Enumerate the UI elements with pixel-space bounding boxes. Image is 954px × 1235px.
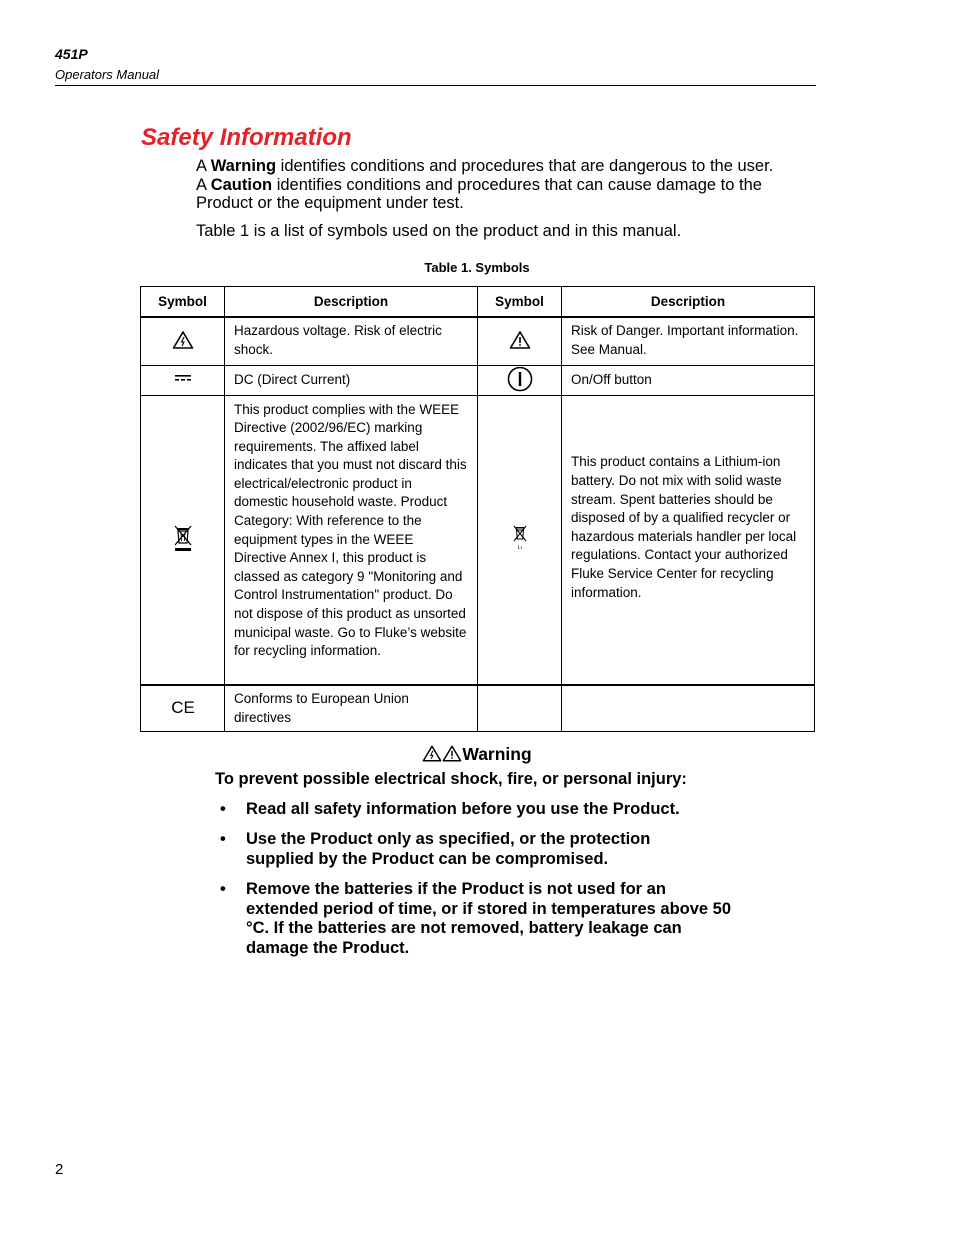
description-cell: Conforms to European Union directives [225, 685, 478, 732]
col-header-description-2: Description [562, 287, 815, 318]
warning-heading [0, 744, 954, 765]
intro-warning-word: Warning [210, 157, 277, 175]
on-off-button-icon [507, 366, 533, 392]
intro-a1: A [196, 157, 211, 175]
symbol-cell [478, 365, 562, 395]
risk-of-danger-icon [442, 744, 462, 763]
weee-icon [173, 524, 193, 552]
table-row [141, 685, 815, 732]
bullet-marker: • [220, 880, 226, 898]
symbol-cell [141, 365, 225, 395]
description-cell-empty [562, 685, 815, 732]
symbols-table [140, 286, 815, 732]
col-header-symbol-1: Symbol [141, 287, 225, 318]
table-reference-paragraph: Table 1 is a list of symbols used on the product and in this manual. [196, 222, 682, 240]
symbol-cell-empty [478, 685, 562, 732]
header-manual-title: Operators Manual [55, 67, 160, 82]
warning-item: Remove the batteries if the Product is not used for an extended period of time, or if stored in temperatures above 50 °C. If the batteries are not removed, battery leakage can damage the Product. [246, 880, 732, 957]
symbol-cell [141, 317, 225, 365]
table-row [141, 395, 815, 685]
symbol-cell [478, 317, 562, 365]
warning-item: Read all safety information before you use the Product. [246, 800, 680, 818]
bullet-marker: • [220, 830, 226, 848]
ce-mark-icon [170, 697, 196, 717]
table-header-row [141, 287, 815, 318]
col-header-symbol-2: Symbol [478, 287, 562, 318]
intro-caution-rest: identifies conditions and procedures that can cause damage to the Product or the equipment under test. [196, 175, 762, 212]
intro-warning-rest: identifies conditions and procedures that are dangerous to the user. [276, 157, 774, 175]
li-label: Li [517, 545, 522, 552]
description-cell: DC (Direct Current) [225, 365, 478, 395]
intro-paragraph [196, 157, 816, 213]
header-rule [55, 85, 816, 86]
page-number: 2 [55, 1161, 64, 1178]
lithium-ion-battery-recycle-icon [512, 525, 528, 551]
ce-label: CE [170, 698, 195, 718]
description-cell: Hazardous voltage. Risk of electric shock. [225, 317, 478, 365]
description-cell: This product complies with the WEEE Directive (2002/96/EC) marking requirements. The affixed label indicates that you must not discard this electrical/electronic product in domestic household waste. Product Category: With reference to the equipment types in the WEEE Directive Annex I, this product is classed as category 9 "Monitoring and Control Instrumentation" product. Do not dispose of this product as unsorted municipal waste. Go to Fluke’s website for recycling information. [225, 395, 478, 685]
symbol-cell [141, 395, 225, 685]
bullet-marker: • [220, 800, 226, 818]
description-cell: On/Off button [562, 365, 815, 395]
intro-caution-word: Caution [210, 175, 273, 194]
table-row [141, 365, 815, 395]
warning-item: Use the Product only as specified, or the protection supplied by the Product can be compromised. [246, 830, 651, 868]
table-row [141, 317, 815, 365]
symbol-cell [478, 395, 562, 685]
header-model: 451P [55, 46, 88, 62]
dc-current-icon [174, 373, 192, 383]
warning-lead: To prevent possible electrical shock, fire, or personal injury: [215, 770, 687, 788]
section-title: Safety Information [141, 124, 352, 151]
symbol-cell [141, 685, 225, 732]
hazardous-voltage-icon [422, 744, 442, 763]
warning-title: Warning [462, 744, 532, 764]
hazardous-voltage-icon [172, 330, 194, 350]
col-header-description-1: Description [225, 287, 478, 318]
table-caption: Table 1. Symbols [424, 260, 530, 275]
risk-of-danger-icon [509, 330, 531, 350]
description-cell: Risk of Danger. Important information. See Manual. [562, 317, 815, 365]
description-cell: This product contains a Lithium-ion battery. Do not mix with solid waste stream. Spent batteries should be disposed of by a qualified recycler or hazardous materials handler per local regulations. Contact your authorized Fluke Service Center for recycling information. [562, 395, 815, 685]
intro-a2: A [196, 175, 211, 194]
